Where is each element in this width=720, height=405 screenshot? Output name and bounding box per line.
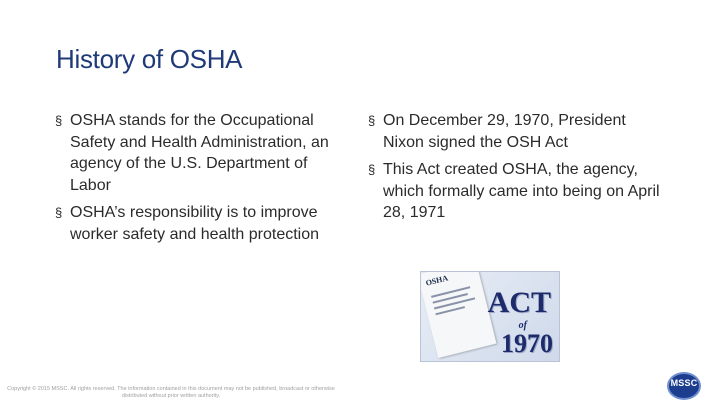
slide-title: History of OSHA — [56, 44, 243, 74]
copyright-notice: Copyright © 2015 MSSC. All rights reserved. The information contained in this document may not be published, broadcast or otherwise distributed without prior written authority. — [7, 386, 335, 399]
bullet-item — [368, 110, 668, 153]
bullet-text: On December 29, 1970, President Nixon signed the OSH Act — [383, 112, 626, 151]
act-of-1970-image — [420, 271, 560, 362]
left-column — [55, 110, 350, 251]
of-word: of — [518, 320, 527, 331]
bullet-text: This Act created OSHA, the agency, which formally came into being on April 28, 1971 — [383, 161, 660, 221]
act-year: 1970 — [501, 329, 553, 358]
bullet-text: OSHA stands for the Occupational Safety and Health Administration, an agency of the U.S. Department of Labor — [70, 112, 329, 194]
act-word: ACT — [487, 286, 551, 319]
bullet-icon: § — [55, 113, 63, 128]
bullet-icon: § — [55, 205, 63, 220]
bullet-item — [55, 110, 350, 196]
document-illustration — [420, 271, 497, 358]
document-label: OSHA — [424, 273, 449, 288]
logo-text: MSSC — [670, 378, 698, 388]
mssc-logo — [663, 372, 705, 398]
bullet-text: OSHA’s responsibility is to improve worker safety and health protection — [70, 204, 320, 243]
right-column — [368, 110, 668, 230]
bullet-item — [368, 159, 668, 224]
bullet-icon: § — [368, 162, 376, 177]
bullet-item — [55, 202, 350, 245]
bullet-icon: § — [368, 113, 376, 128]
